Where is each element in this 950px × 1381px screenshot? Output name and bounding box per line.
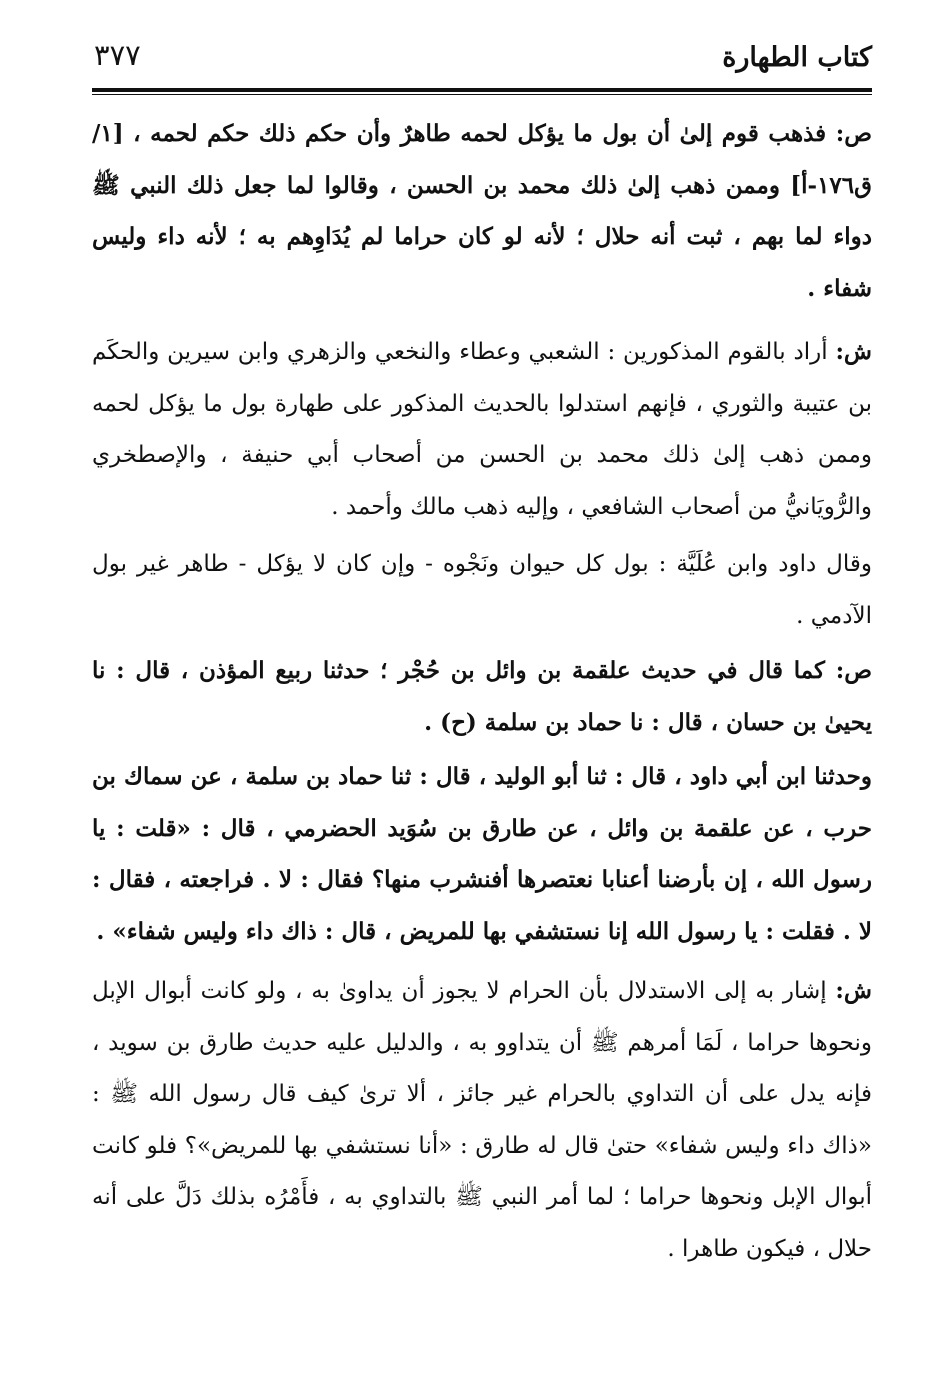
text-paragraph-sad xyxy=(92,108,872,314)
paragraph-marker: ش: xyxy=(835,977,872,1004)
book-title: كتاب الطهارة xyxy=(722,42,872,73)
page-header xyxy=(92,32,872,90)
paragraph-text: إشار به إلى الاستدلال بأن الحرام لا يجوز أن يداوىٰ به ، ولو كانت أبوال الإبل ونحوها حراما ، لَمَا أمرهم ﷺ أن يتداوو به ، والدليل عليه حديث طارق بن سويد ، فإنه يدل على أن التداوي بالحرام غير جائز ، ألا ترىٰ كيف قال رسول الله ﷺ : «ذاك داء وليس شفاء» حتىٰ قال له طارق : «أنا نستشفي بها للمريض»؟ فلو كانت أبوال الإبل ونحوها حراما ؛ لما أمر النبي ﷺ بالتداوي به ، فأَمْرُه بذلك دَلَّ على أنه حلال ، فيكون طاهرا . xyxy=(92,978,872,1262)
commentary-paragraph-sharh xyxy=(92,965,872,1275)
paragraph-marker: ص: xyxy=(835,657,872,684)
header-rule-thin xyxy=(92,94,872,95)
paragraph-text: وقال داود وابن عُلَيَّة : بول كل حيوان ونَجْوه - وإن كان لا يؤكل - طاهر غير بول الآدمي . xyxy=(92,551,872,629)
paragraph-text: كما قال في حديث علقمة بن وائل بن حُجْر ؛ حدثنا ربيع المؤذن ، قال : نا يحيىٰ بن حسان ، قال : نا حماد بن سلمة (ح) . xyxy=(92,657,872,736)
commentary-paragraph xyxy=(92,539,872,642)
page-number: ٣٧٧ xyxy=(94,38,141,72)
paragraph-text: أراد بالقوم المذكورين : الشعبي وعطاء والنخعي والزهري وابن سيرين والحكَم بن عتيبة والثوري ، فإنهم استدلوا بالحديث المذكور على طهارة بول ما يؤكل لحمه وممن ذهب إلىٰ ذلك محمد بن الحسن من أصحاب أبي حنيفة ، والإصطخري والرُّويَانيُّ من أصحاب الشافعي ، وإليه ذهب مالك وأحمد . xyxy=(92,339,872,520)
paragraph-text: فذهب قوم إلىٰ أن بول ما يؤكل لحمه طاهرٌ وأن حكم ذلك حكم لحمه ، [١/ ق١٧٦-أ] وممن ذهب إلىٰ ذلك محمد بن الحسن ، وقالوا لما جعل ذلك النبي ﷺ دواء لما بهم ، ثبت أنه حلال ؛ لأنه لو كان حراما لم يُدَاوِهم به ؛ لأنه داء وليس شفاء . xyxy=(92,120,872,302)
header-rule-thick xyxy=(92,88,872,92)
paragraph-marker: ص: xyxy=(835,120,872,147)
page-body xyxy=(92,108,872,1275)
paragraph-text: وحدثنا ابن أبي داود ، قال : ثنا أبو الوليد ، قال : ثنا حماد بن سلمة ، عن سماك بن حرب ، عن علقمة بن وائل ، عن طارق بن سُوَيد الحضرمي ، قال : «قلت : يا رسول الله ، إن بأرضنا أعنابا نعتصرها أفنشرب منها؟ فقال : لا . فراجعته ، فقال : لا . فقلت : يا رسول الله إنا نستشفي بها للمريض ، قال : ذاك داء وليس شفاء» . xyxy=(92,763,872,945)
text-paragraph-sad xyxy=(92,645,872,748)
commentary-paragraph-sharh xyxy=(92,326,872,533)
text-paragraph xyxy=(92,751,872,957)
paragraph-marker: ش: xyxy=(835,338,873,365)
